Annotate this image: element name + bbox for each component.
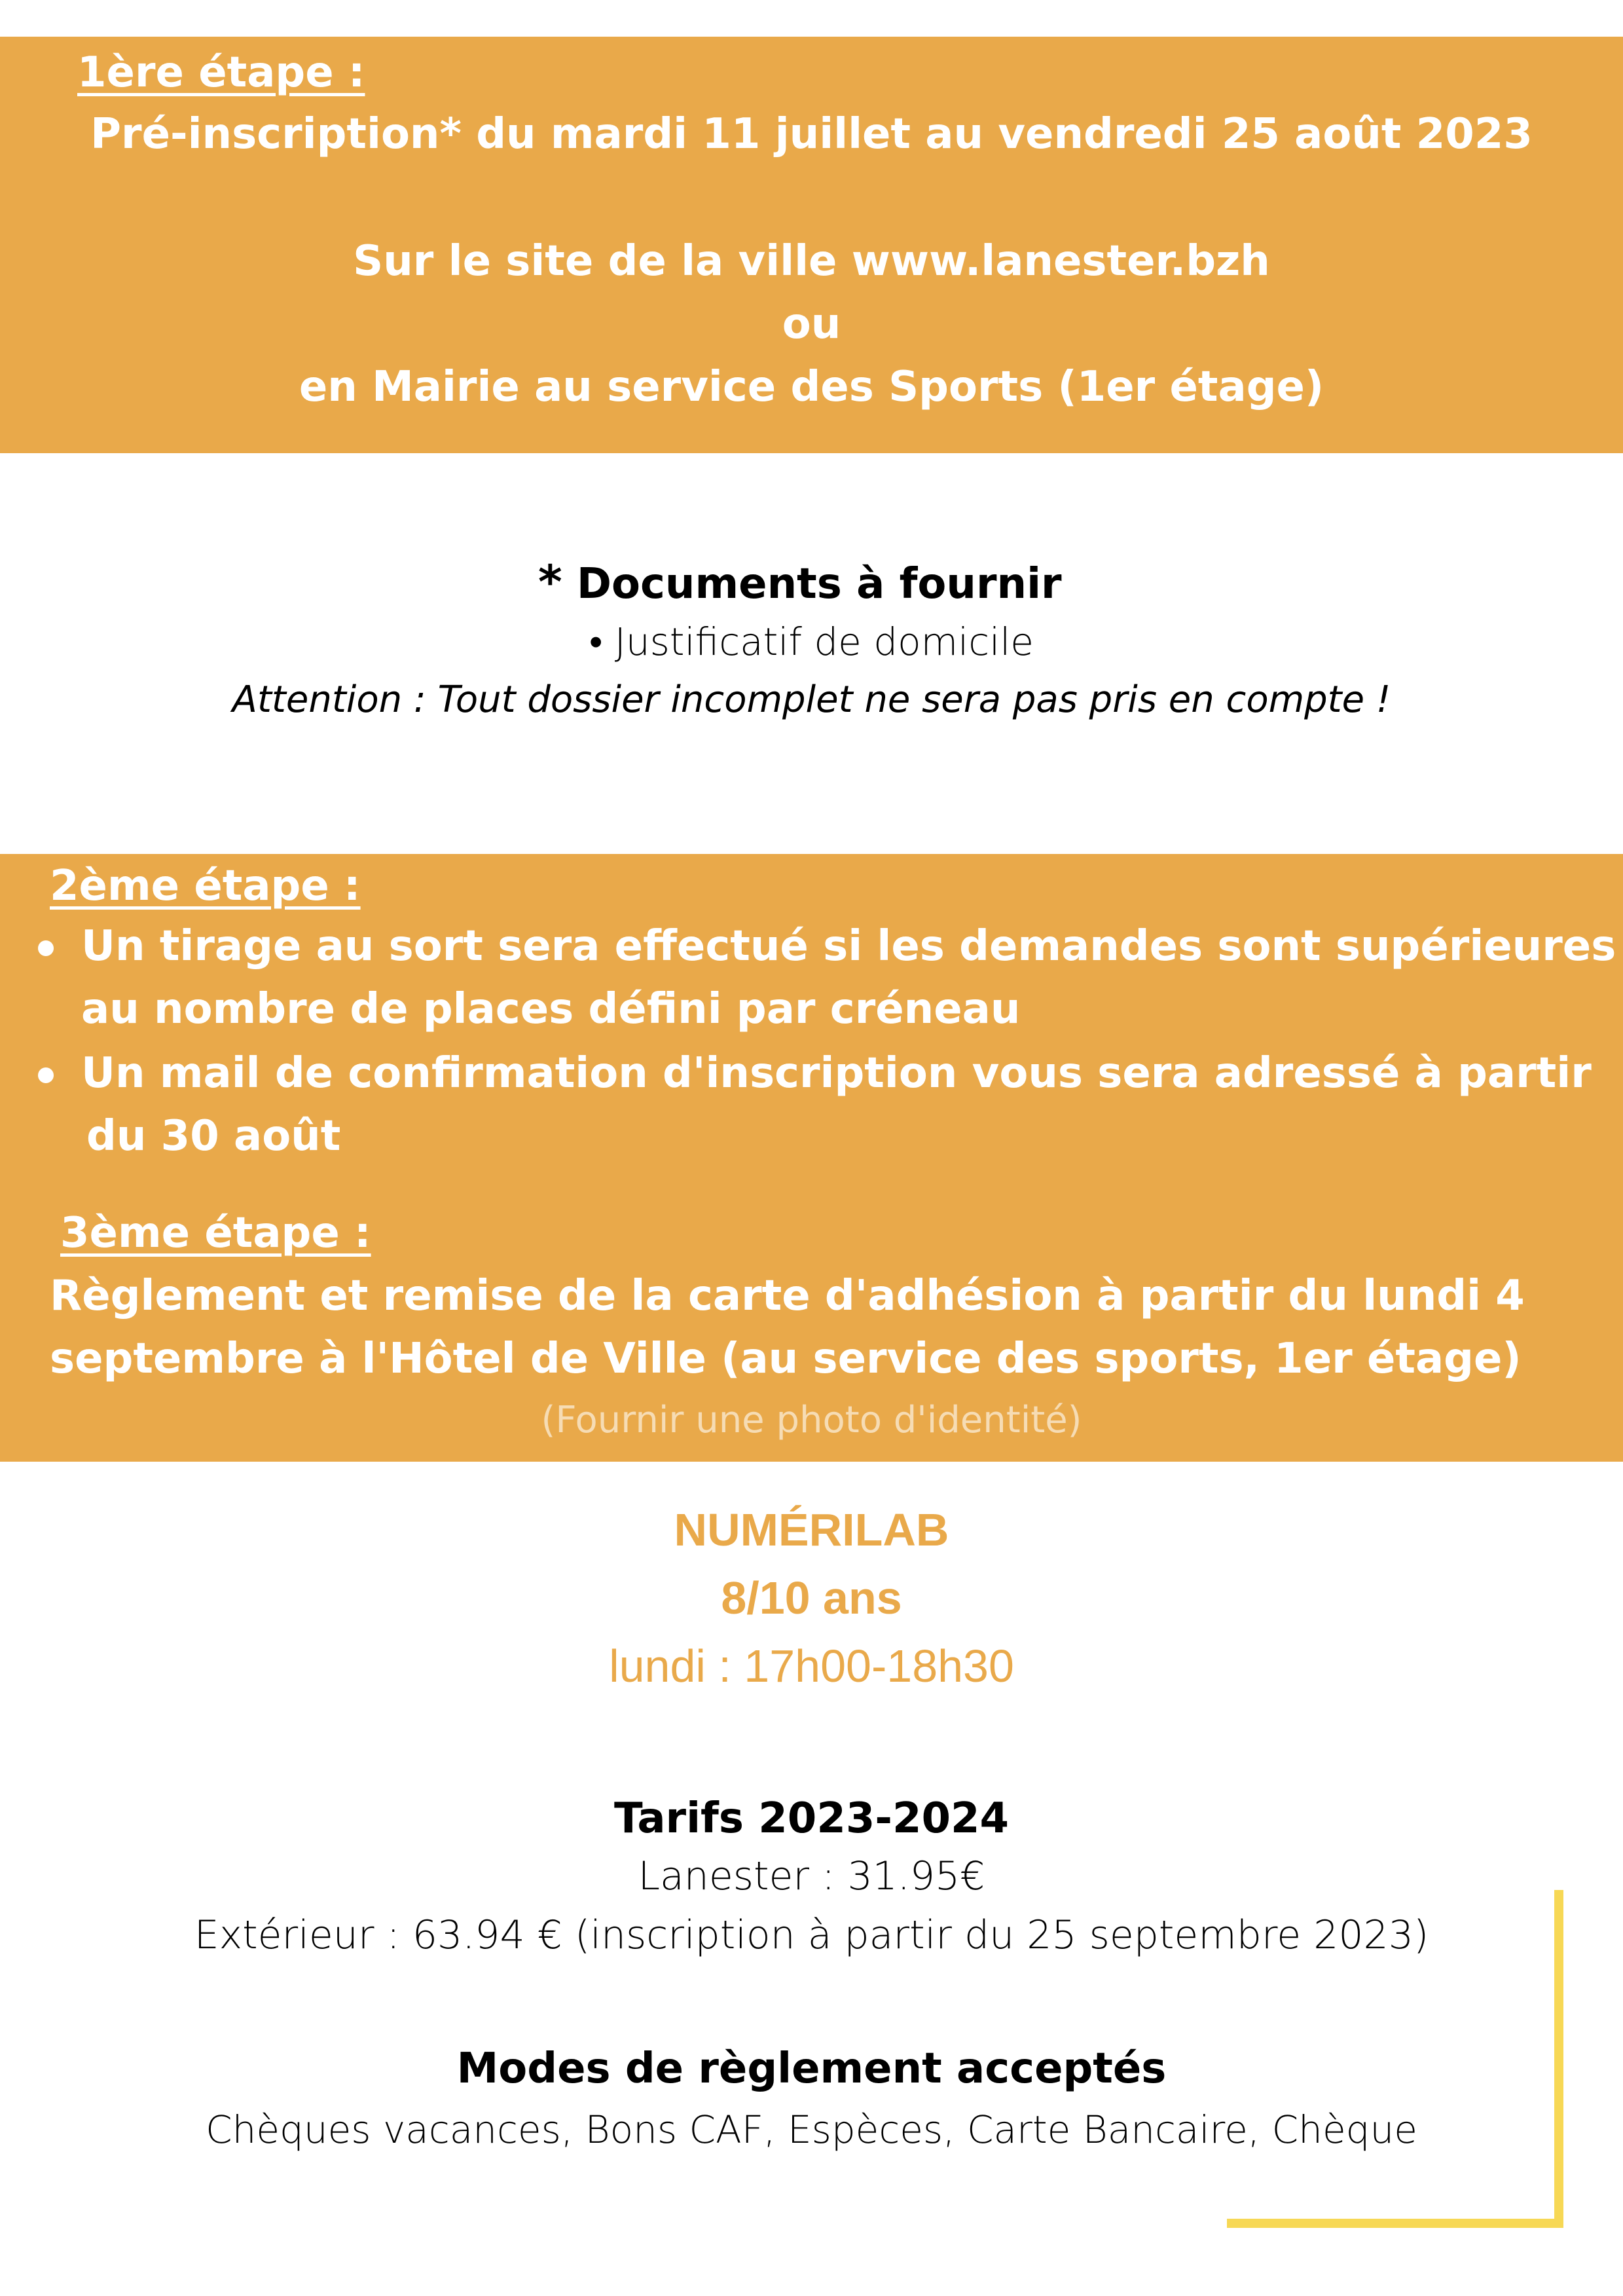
step2-bullet2-line1: Un mail de confirmation d'inscription vous sera adressé à partir (81, 1049, 1592, 1098)
step3-note: (Fournir une photo d'identité) (541, 1399, 1082, 1441)
activity-name: NUMÉRILAB (674, 1504, 949, 1555)
step1-heading: 1ère étape : (77, 48, 365, 97)
step3-heading: 3ème étape : (60, 1209, 371, 1257)
step1-mairie: en Mairie au service des Sports (1er étage) (299, 363, 1324, 411)
tarifs-title: Tarifs 2023-2024 (613, 1794, 1010, 1843)
step1-or: ou (782, 300, 841, 348)
step2-bullet1-line2: au nombre de places défini par créneau (81, 985, 1021, 1033)
payment-title: Modes de règlement acceptés (456, 2045, 1167, 2093)
documents-warning: Attention : Tout dossier incomplet ne sera pas pris en compte ! (232, 678, 1391, 721)
activity-age: 8/10 ans (721, 1572, 902, 1623)
step3-line2: septembre à l'Hôtel de Ville (au service des sports, 1er étage) (50, 1335, 1522, 1383)
payment-methods: Chèques vacances, Bons CAF, Espèces, Carte Bancaire, Chèque (206, 2107, 1417, 2152)
bullet-icon (38, 1067, 54, 1083)
step2-bullet2-line2: du 30 août (86, 1112, 341, 1160)
decorative-bracket-horizontal (1227, 2219, 1563, 2228)
documents-title: Documents à fournir (576, 560, 1062, 608)
step2-bullet1-line1: Un tirage au sort sera effectué si les demandes sont supérieures (81, 922, 1616, 971)
decorative-bracket-vertical (1554, 1890, 1563, 2228)
documents-header (538, 555, 1062, 609)
step1-dates: Pré-inscription* du mardi 11 juillet au vendredi 25 août 2023 (90, 110, 1533, 158)
step1-website: Sur le site de la ville www.lanester.bzh (353, 237, 1270, 286)
bullet-icon (38, 940, 54, 956)
tarifs-lanester: Lanester : 31.95€ (638, 1853, 985, 1899)
step3-line1: Règlement et remise de la carte d'adhésion à partir du lundi 4 (50, 1272, 1525, 1320)
activity-schedule: lundi : 17h00-18h30 (609, 1640, 1014, 1692)
step2-heading: 2ème étape : (50, 862, 361, 910)
asterisk: * (538, 555, 562, 609)
documents-item: • Justificatif de domicile (589, 620, 1034, 664)
tarifs-exterieur: Extérieur : 63.94 € (inscription à partir du 25 septembre 2023) (194, 1912, 1429, 1958)
